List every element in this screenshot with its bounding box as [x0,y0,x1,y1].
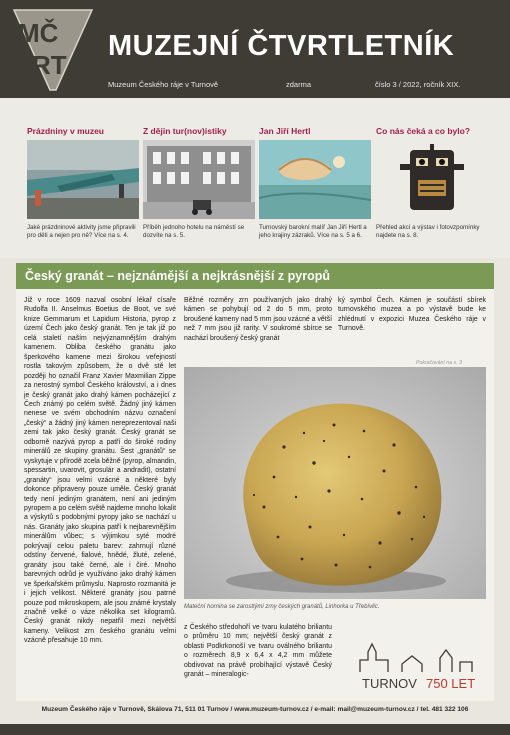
teaser-history-image [143,140,255,219]
teaser-title: Jan Jiří Hertl [259,126,311,136]
teaser-title: Co nás čeká a co bylo? [376,126,471,136]
continuation-note: Pokračování na s. 3 [416,360,462,366]
main-article [16,263,494,701]
teaser-events-image [376,140,488,219]
footer-contact: Muzeum Českého ráje v Turnově, Skálova 71, 511 01 Turnov / www.muzeum-turnov.cz / e-mail: mail@muzeum-turnov.cz / tel. 481 322 106 [41,706,469,713]
article-column-2-continued: z Českého středohoří ve tvaru kulatého briliantu o průměru 10 mm; největší český granát z oblasti Podkrkonoší ve tvaru oválného briliantu o rozměrech 8,9 x 6,4 x 4,2 mm můžete obdivovat na právě probíhající výstavě Český granát – mineralogic- [184,624,332,679]
article-headline: Český granát – nejznámější a nejkrásnější z pyropů [25,269,330,283]
article-column-3: ký symbol Čech. Kámen je součástí sbírek turnovského muzea a po výstavě bude ke zhlédnutí v expozici Muzea Českého ráje v Turnově. [338,297,486,333]
masthead [0,0,510,98]
price-label: zdarma [286,80,312,89]
article-column-1: Již v roce 1609 nazval osobní lékař císaře Rudolfa II. Anselmus Boetius de Boot, ve své knize Gemmarum et Lapidum Historia, pyrop z území Čech jako český granát. Ten je tak již po celá staletí naším nejvýznamnějším drahým kamenem. Obliba českého granátu jako šperkového kamene mezi širokou veřejností rostla takovým způsobem, že o dvě stě let později ho označil Franz Xavier Maxmilian Zippe za nerostný symbol Českého království, a i dnes je český granát jako drahý kámen pocházející z Čech známý po celém světě. Žádný jiný kámen nenese ve svém obchodním názvu označení „český“ a žádný jiný kámen nereprezentoval naši zemi tak jako český granát. Český granát se odborně nazývá pyrop a patří do široké rodiny minerálů ze skupiny granátu. Šest „granátů“ se vyskytuje v přírodě zcela běžně (pyrop, almandin, spessartin, uvarovit, grosulár a andradit), ostatní „granáty“ jsou velmi vzácné a některé byly dokonce připraveny pouze uměle. Český granát tedy není jediným granátem, není ani jediným pyropem a po celém světě najdeme mnoho lokalit a výskytů s podobnými pyropy jako se nachází u nás. Granáty jako skupina patří k nejbarevnějším minerálům vůbec; s výjimkou syté modré pokrývají celou paletu barev: zahrnují různé odstíny červené, fialové, hnědé, žluté, zelené, granáty jsou také černé, ale i čiré. Mnoho barevných odrůd je využíváno jako drahý kámen ve šperkařském průmyslu. Naprosto rozmanitá je i jejich velikost. Některé granáty jsou patrné pouze pod mikroskopem, ale jsou známé krystaly značně velké o váze několika set kilogramů. Český granát nikdy nepatřil mezi největší kameny. Velikost zrn českého granátu velmi vzácně přesahuje 10 mm. [24,297,176,645]
teaser-title: Prázdniny v muzeu [27,126,104,136]
turnov-750-logo [356,638,486,694]
issue-number: číslo 3 / 2022, ročník XIX. [375,80,461,89]
svg-text:RT: RT [32,50,67,80]
teaser-title: Z dějin tur(nov)istiky [143,126,227,136]
teaser-band [0,98,510,258]
masthead-title: MUZEJNÍ ČTVRTLETNÍK [108,30,455,62]
teaser-text: Turnovský barokní malíř Jan Jiří Hertl a jeho krajiny zázraků. Více na s. 5 a 6. [259,224,367,239]
teaser-hertl-image [259,140,371,219]
teaser-text: Příběh jednoho hotelu na náměstí se dozvíte na s. 5. [143,224,245,239]
museum-logo [12,8,94,92]
footer-bar [0,724,510,735]
teaser-text: Přehled akcí a výstav i fotovzpomínky najdete na s. 8. [376,224,480,239]
anniversary-city: TURNOV [362,676,417,691]
photo-caption: Mateční hornina se zarostlými zrny českých granátů, Linhorka u Třebívlic. [184,604,380,610]
teaser-text: Jaké prázdninové aktivity jsme připravili pro děti a nejen pro ně? Více na s. 4. [27,224,136,239]
anniversary-years: 750 LET [426,676,476,691]
publisher-name: Muzeum Českého ráje v Turnově [108,80,219,89]
garnet-rock-photo [184,367,486,599]
svg-text:MČ: MČ [18,18,59,48]
teaser-summer-image [27,140,139,219]
headline-bar [16,263,494,289]
article-column-2: Běžné rozměry zrn používaných jako drahý kámen se pohybují od 2 do 5 mm, proto broušené kameny nad 5 mm jsou vzácné a větší než 7 mm jsou již rarity. V soukromé sbírce se nachází broušený český granát [184,297,332,342]
